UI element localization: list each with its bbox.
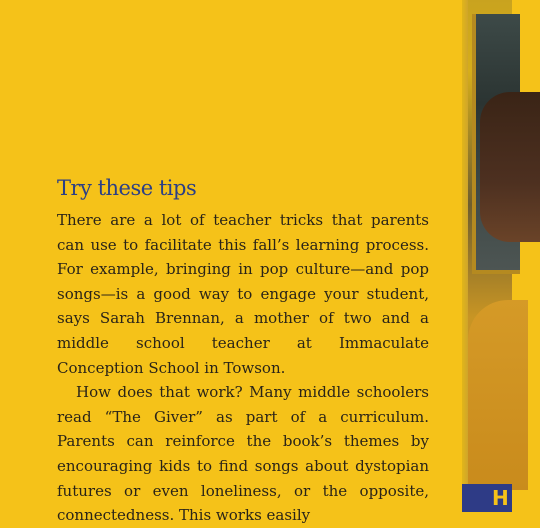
photo-banner (462, 484, 512, 512)
classroom-photo (462, 0, 512, 512)
paragraph-1: There are a lot of teacher tricks that parents can use to facilitate this fall’s learning process. For example, bringing in pop culture—and pop songs—is a good way to engage your student, says Sarah Brennan, a mother of two and a middle school teacher at Immaculate Conception School in Towson. (57, 211, 429, 377)
banner-text: H (492, 486, 509, 510)
person-hair-image (480, 92, 540, 242)
article-body (57, 208, 429, 528)
paragraph-2: How does that work? Many middle schoolers read “The Giver” as part of a curriculum. Parents can reinforce the book’s themes by encouraging kids to find songs about dystopian futures or even loneliness, or the opposite, connectedness. This works easily (57, 383, 429, 525)
photo-edge (462, 0, 468, 512)
section-heading: Try these tips (57, 176, 197, 200)
person-shirt-image (468, 300, 528, 490)
